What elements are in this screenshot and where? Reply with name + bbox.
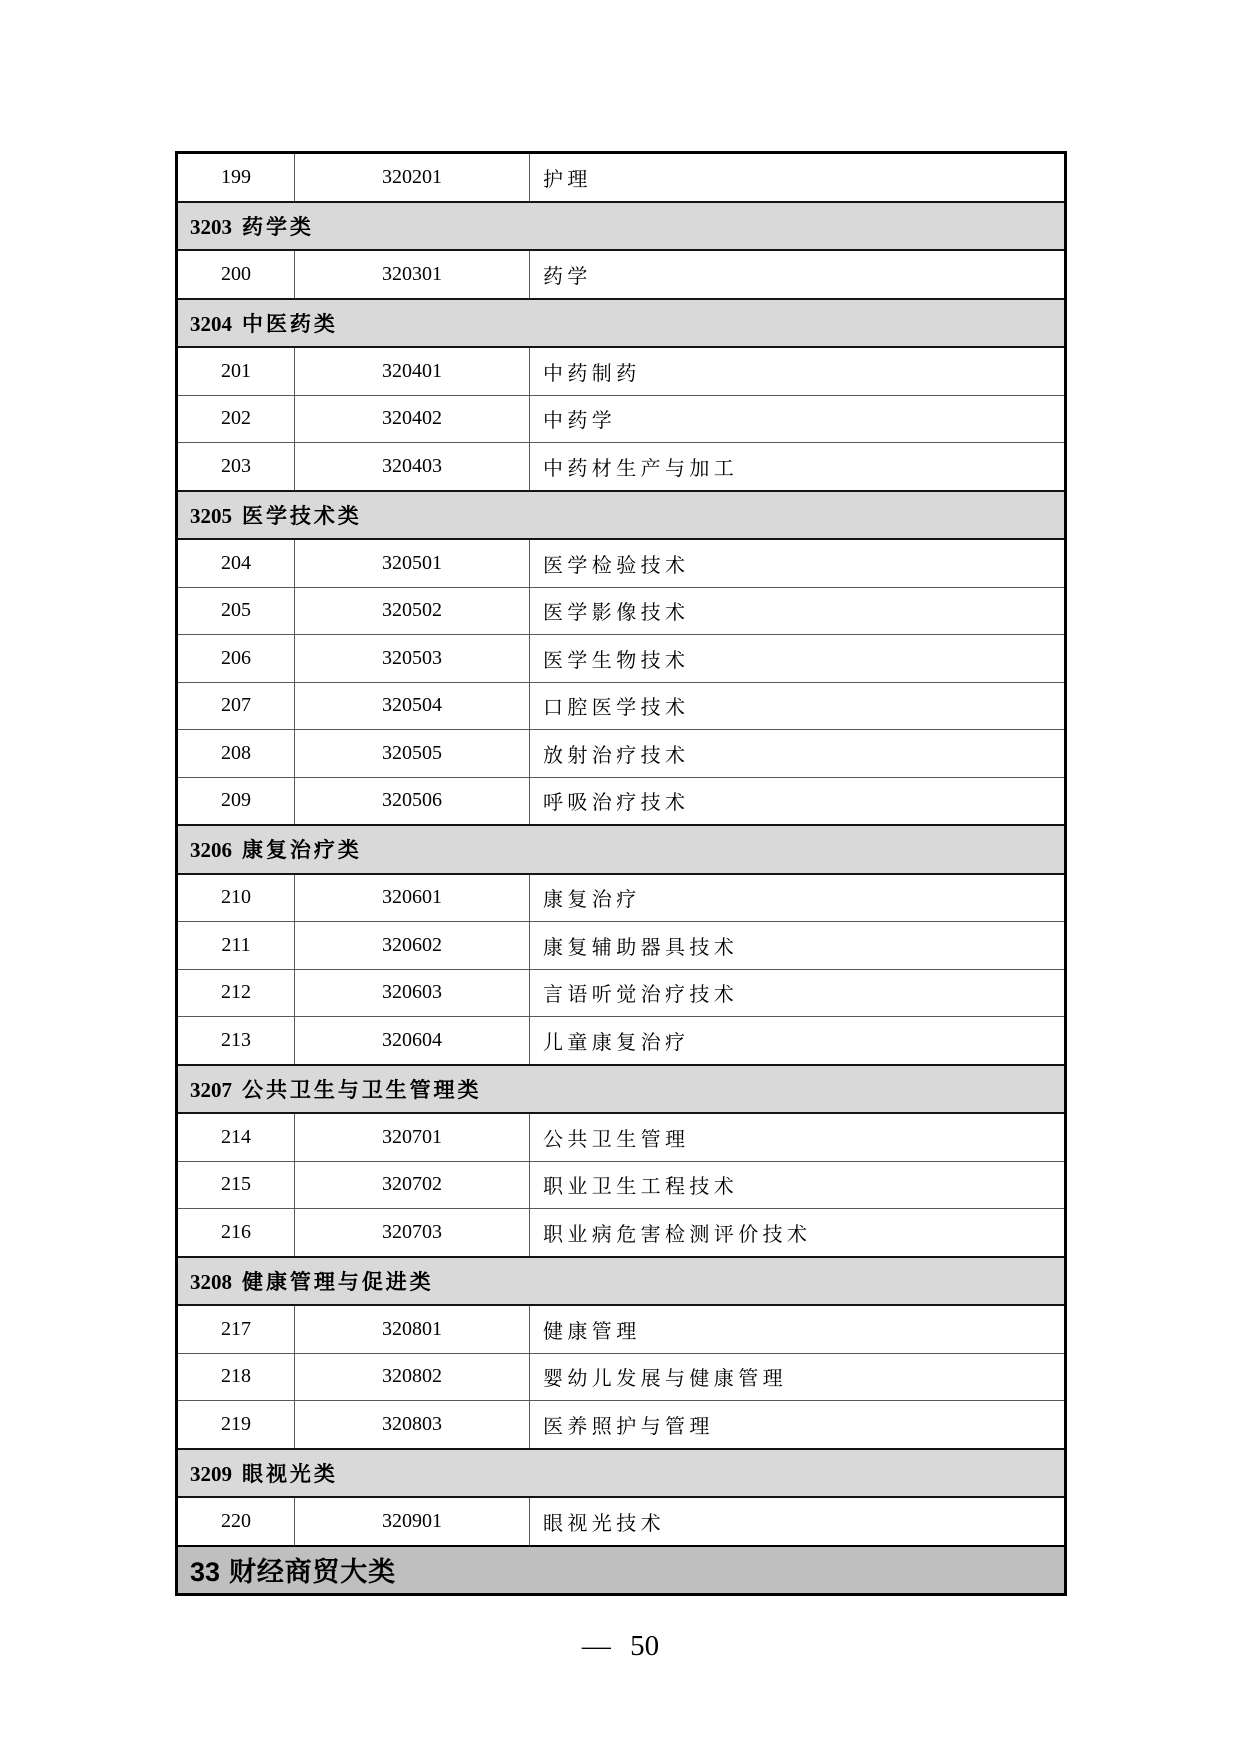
section-header-cell (177, 202, 1066, 251)
majors-table-body (177, 153, 1066, 1595)
major-name-cell: 药学 (530, 250, 1066, 299)
section-header-cell (177, 1257, 1066, 1306)
section-code: 3206 (190, 838, 232, 863)
table-row (177, 587, 1066, 635)
major-name-cell: 职业病危害检测评价技术 (530, 1209, 1066, 1257)
section-name: 中医药类 (242, 311, 338, 336)
major-name-cell: 医学检验技术 (530, 539, 1066, 587)
section-name: 财经商贸大类 (229, 1557, 396, 1588)
section-name: 医学技术类 (242, 503, 362, 528)
table-row (177, 1353, 1066, 1401)
major-code-cell: 320802 (295, 1353, 530, 1401)
major-code-cell: 320602 (295, 922, 530, 970)
major-name-cell: 儿童康复治疗 (530, 1017, 1066, 1065)
table-row (177, 922, 1066, 970)
major-code-cell: 320501 (295, 539, 530, 587)
table-row (177, 635, 1066, 683)
major-name-cell: 健康管理 (530, 1305, 1066, 1353)
sequence-cell: 212 (177, 969, 295, 1017)
section-header-cell (177, 825, 1066, 874)
section-name: 健康管理与促进类 (242, 1269, 434, 1294)
sequence-cell: 210 (177, 874, 295, 922)
sequence-cell: 220 (177, 1497, 295, 1546)
major-code-cell: 320502 (295, 587, 530, 635)
major-code-cell: 320504 (295, 682, 530, 730)
sequence-cell: 213 (177, 1017, 295, 1065)
major-name-cell: 康复辅助器具技术 (530, 922, 1066, 970)
major-category-header-cell (177, 1546, 1066, 1595)
major-name-cell: 口腔医学技术 (530, 682, 1066, 730)
sequence-cell: 204 (177, 539, 295, 587)
sequence-cell: 207 (177, 682, 295, 730)
major-name-cell: 公共卫生管理 (530, 1113, 1066, 1161)
section-header-cell (177, 299, 1066, 348)
page-footer (0, 1630, 1241, 1663)
table-row (177, 682, 1066, 730)
major-name-cell: 言语听觉治疗技术 (530, 969, 1066, 1017)
section-name: 公共卫生与卫生管理类 (242, 1077, 482, 1102)
major-name-cell: 中药制药 (530, 347, 1066, 395)
table-row (177, 153, 1066, 202)
table-row (177, 874, 1066, 922)
section-code: 3209 (190, 1461, 232, 1486)
table-row (177, 1017, 1066, 1065)
table-row (177, 347, 1066, 395)
section-header-row (177, 491, 1066, 540)
major-code-cell: 320505 (295, 730, 530, 778)
section-code: 3205 (190, 503, 232, 528)
section-code: 3203 (190, 214, 232, 239)
major-code-cell: 320503 (295, 635, 530, 683)
major-category-header-row (177, 1546, 1066, 1595)
table-row (177, 730, 1066, 778)
section-code: 3204 (190, 311, 232, 336)
major-name-cell: 护理 (530, 153, 1066, 202)
table-row (177, 1497, 1066, 1546)
major-code-cell: 320402 (295, 395, 530, 443)
sequence-cell: 209 (177, 777, 295, 825)
table-row (177, 1113, 1066, 1161)
sequence-cell: 215 (177, 1161, 295, 1209)
table-row (177, 443, 1066, 491)
major-name-cell: 婴幼儿发展与健康管理 (530, 1353, 1066, 1401)
sequence-cell: 217 (177, 1305, 295, 1353)
sequence-cell: 208 (177, 730, 295, 778)
major-name-cell: 中药学 (530, 395, 1066, 443)
sequence-cell: 199 (177, 153, 295, 202)
sequence-cell: 205 (177, 587, 295, 635)
major-code-cell: 320201 (295, 153, 530, 202)
section-code: 3208 (190, 1269, 232, 1294)
major-name-cell: 医养照护与管理 (530, 1401, 1066, 1449)
major-name-cell: 康复治疗 (530, 874, 1066, 922)
section-name: 康复治疗类 (242, 838, 362, 863)
major-name-cell: 职业卫生工程技术 (530, 1161, 1066, 1209)
sequence-cell: 216 (177, 1209, 295, 1257)
sequence-cell: 211 (177, 922, 295, 970)
table-row (177, 1209, 1066, 1257)
major-code-cell: 320701 (295, 1113, 530, 1161)
table-row (177, 969, 1066, 1017)
sequence-cell: 219 (177, 1401, 295, 1449)
section-code: 33 (190, 1557, 221, 1588)
major-name-cell: 呼吸治疗技术 (530, 777, 1066, 825)
major-code-cell: 320301 (295, 250, 530, 299)
table-row (177, 1401, 1066, 1449)
major-code-cell: 320401 (295, 347, 530, 395)
major-code-cell: 320506 (295, 777, 530, 825)
section-header-cell (177, 491, 1066, 540)
major-name-cell: 眼视光技术 (530, 1497, 1066, 1546)
sequence-cell: 202 (177, 395, 295, 443)
section-header-row (177, 825, 1066, 874)
section-name: 眼视光类 (242, 1461, 338, 1486)
major-code-cell: 320601 (295, 874, 530, 922)
major-code-cell: 320801 (295, 1305, 530, 1353)
section-header-row (177, 202, 1066, 251)
page-number: — 50 (581, 1630, 660, 1662)
sequence-cell: 214 (177, 1113, 295, 1161)
table-row (177, 1305, 1066, 1353)
major-code-cell: 320703 (295, 1209, 530, 1257)
sequence-cell: 218 (177, 1353, 295, 1401)
majors-catalog-table (175, 151, 1067, 1596)
major-name-cell: 放射治疗技术 (530, 730, 1066, 778)
major-code-cell: 320603 (295, 969, 530, 1017)
section-name: 药学类 (242, 214, 314, 239)
section-header-row (177, 1257, 1066, 1306)
major-name-cell: 医学生物技术 (530, 635, 1066, 683)
sequence-cell: 201 (177, 347, 295, 395)
major-code-cell: 320803 (295, 1401, 530, 1449)
section-header-row (177, 1449, 1066, 1498)
section-header-cell (177, 1065, 1066, 1114)
major-code-cell: 320604 (295, 1017, 530, 1065)
major-name-cell: 医学影像技术 (530, 587, 1066, 635)
major-code-cell: 320403 (295, 443, 530, 491)
major-code-cell: 320901 (295, 1497, 530, 1546)
table-row (177, 539, 1066, 587)
table-row (177, 1161, 1066, 1209)
table-row (177, 250, 1066, 299)
sequence-cell: 200 (177, 250, 295, 299)
table-row (177, 777, 1066, 825)
major-code-cell: 320702 (295, 1161, 530, 1209)
section-code: 3207 (190, 1077, 232, 1102)
table-row (177, 395, 1066, 443)
section-header-row (177, 1065, 1066, 1114)
major-name-cell: 中药材生产与加工 (530, 443, 1066, 491)
section-header-row (177, 299, 1066, 348)
sequence-cell: 203 (177, 443, 295, 491)
sequence-cell: 206 (177, 635, 295, 683)
section-header-cell (177, 1449, 1066, 1498)
